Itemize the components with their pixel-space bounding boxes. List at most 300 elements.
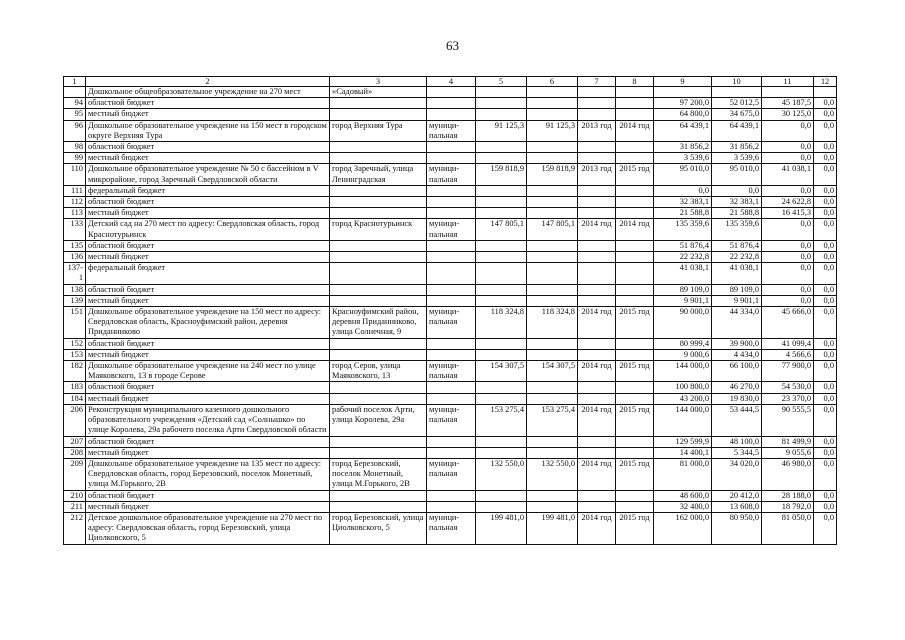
table-cell	[527, 109, 578, 120]
table-cell	[476, 284, 527, 295]
table-cell: 64 439,1	[654, 120, 712, 141]
table-cell: 13 608,0	[712, 501, 762, 512]
table-cell	[527, 252, 578, 263]
table-cell: 138	[64, 284, 86, 295]
table-cell: 95	[64, 109, 86, 120]
table-cell: 45 187,5	[762, 98, 814, 109]
table-cell: 31 856,2	[712, 142, 762, 153]
table-cell	[578, 263, 616, 284]
table-cell: 113	[64, 208, 86, 219]
table-cell	[476, 501, 527, 512]
table-cell: 110	[64, 164, 86, 185]
table-cell	[330, 349, 427, 360]
table-cell: 43 200,0	[654, 393, 712, 404]
table-cell: 0,0	[814, 240, 837, 251]
table-cell	[578, 284, 616, 295]
table-cell: 22 232,8	[712, 252, 762, 263]
table-cell: Дошкольное общеобразовательное учреждение на 270 мест	[86, 87, 330, 98]
table-cell	[527, 436, 578, 447]
table-cell: 51 876,4	[712, 240, 762, 251]
table-cell	[427, 490, 476, 501]
table-cell: 0,0	[762, 284, 814, 295]
table-cell: муници-пальная	[427, 164, 476, 185]
table-cell: 0,0	[814, 404, 837, 436]
table-cell: областной бюджет	[86, 197, 330, 208]
table-cell: 9 901,1	[712, 295, 762, 306]
table-cell	[654, 87, 712, 98]
table-row	[64, 208, 837, 219]
table-cell	[476, 87, 527, 98]
table-cell: 118 324,8	[476, 307, 527, 339]
column-header: 8	[616, 77, 654, 87]
table-cell: муници-пальная	[427, 219, 476, 240]
table-cell: 0,0	[814, 98, 837, 109]
table-cell: 0,0	[762, 153, 814, 164]
table-cell	[476, 208, 527, 219]
table-cell: 9 055,6	[762, 447, 814, 458]
table-cell: 0,0	[762, 295, 814, 306]
table-cell: 2014 год	[578, 404, 616, 436]
table-cell: 81 000,0	[654, 458, 712, 490]
table-cell	[616, 284, 654, 295]
table-cell	[330, 501, 427, 512]
table-cell: 2014 год	[616, 219, 654, 240]
table-cell: 81 050,0	[762, 512, 814, 544]
table-cell	[616, 393, 654, 404]
table-row	[64, 87, 837, 98]
table-cell	[578, 197, 616, 208]
table-cell	[427, 240, 476, 251]
table-cell	[616, 263, 654, 284]
table-cell: местный бюджет	[86, 393, 330, 404]
table-cell: 0,0	[814, 208, 837, 219]
table-cell	[476, 142, 527, 153]
table-cell: 0,0	[814, 512, 837, 544]
table-cell	[527, 382, 578, 393]
table-cell: 199 481,0	[476, 512, 527, 544]
table-cell	[476, 338, 527, 349]
table-cell: 0,0	[814, 361, 837, 382]
table-cell: 32 383,1	[654, 197, 712, 208]
table-cell: 96	[64, 120, 86, 141]
table-cell	[578, 338, 616, 349]
table-cell: 151	[64, 307, 86, 339]
table-cell	[578, 436, 616, 447]
table-cell: 0,0	[814, 284, 837, 295]
table-cell: город Березовский, поселок Монетный, улица М.Горького, 2В	[330, 458, 427, 490]
table-cell	[578, 153, 616, 164]
table-cell: 94	[64, 98, 86, 109]
table-cell	[476, 393, 527, 404]
table-cell: 9 901,1	[654, 295, 712, 306]
table-cell: 95 010,0	[712, 164, 762, 185]
table-cell: Дошкольное образовательное учреждение на 135 мест по адресу: Свердловская область, город Березовский, поселок Монетный, улица М.Горького, 2В	[86, 458, 330, 490]
column-header: 7	[578, 77, 616, 87]
table-cell: 48 600,0	[654, 490, 712, 501]
table-cell	[476, 185, 527, 196]
table-cell	[330, 197, 427, 208]
table-cell: 2015 год	[616, 458, 654, 490]
column-header: 9	[654, 77, 712, 87]
table-cell: 2015 год	[616, 512, 654, 544]
table-cell: 2013 год	[578, 120, 616, 141]
table-cell	[476, 490, 527, 501]
table-cell: Красноуфимский район, деревня Приданниково, улица Солнечная, 9	[330, 307, 427, 339]
table-cell: 0,0	[762, 252, 814, 263]
table-cell: Детский сад на 270 мест по адресу: Свердловская область, город Краснотурьинск	[86, 219, 330, 240]
table-cell	[578, 447, 616, 458]
table-cell: 34 675,0	[712, 109, 762, 120]
table-cell	[616, 87, 654, 98]
table-cell: 0,0	[814, 501, 837, 512]
table-cell: 154 307,5	[527, 361, 578, 382]
table-cell	[427, 208, 476, 219]
table-cell	[527, 197, 578, 208]
table-cell: 132 550,0	[476, 458, 527, 490]
table-cell: 118 324,8	[527, 307, 578, 339]
table-cell	[616, 382, 654, 393]
table-cell: 153	[64, 349, 86, 360]
table-cell: 153 275,4	[476, 404, 527, 436]
table-cell: 89 109,0	[654, 284, 712, 295]
table-cell	[330, 295, 427, 306]
table-cell: местный бюджет	[86, 109, 330, 120]
table-cell: 2013 год	[578, 164, 616, 185]
table-cell: 45 666,0	[762, 307, 814, 339]
table-cell: 208	[64, 447, 86, 458]
table-cell: 18 792,0	[762, 501, 814, 512]
table-cell: 210	[64, 490, 86, 501]
table-cell: 0,0	[814, 109, 837, 120]
table-cell: муници-пальная	[427, 512, 476, 544]
table-cell: областной бюджет	[86, 436, 330, 447]
table-cell	[578, 240, 616, 251]
table-cell	[616, 447, 654, 458]
table-cell	[527, 208, 578, 219]
table-cell: 133	[64, 219, 86, 240]
table-cell: 0,0	[814, 436, 837, 447]
table-cell	[330, 382, 427, 393]
table-row	[64, 219, 837, 240]
table-cell: 0,0	[762, 120, 814, 141]
table-cell: 0,0	[814, 490, 837, 501]
table-cell: 14 400,1	[654, 447, 712, 458]
table-cell: 2014 год	[578, 512, 616, 544]
table-cell: 152	[64, 338, 86, 349]
table-cell	[427, 109, 476, 120]
table-cell	[616, 240, 654, 251]
table-row	[64, 404, 837, 436]
table-cell: 39 900,0	[712, 338, 762, 349]
table-cell: 199 481,0	[527, 512, 578, 544]
table-cell	[330, 263, 427, 284]
table-row	[64, 240, 837, 251]
table-cell: местный бюджет	[86, 153, 330, 164]
table-cell: 30 125,0	[762, 109, 814, 120]
table-cell: город Серов, улица Маяковского, 13	[330, 361, 427, 382]
table-row	[64, 109, 837, 120]
table-cell	[616, 295, 654, 306]
table-row	[64, 338, 837, 349]
table-cell	[527, 185, 578, 196]
table-cell: местный бюджет	[86, 349, 330, 360]
table-cell	[616, 153, 654, 164]
table-cell: 209	[64, 458, 86, 490]
table-cell	[578, 501, 616, 512]
table-cell: 3 539,6	[654, 153, 712, 164]
table-cell: 91 125,3	[476, 120, 527, 141]
table-cell: город Краснотурьинск	[330, 219, 427, 240]
table-cell	[427, 349, 476, 360]
table-cell: местный бюджет	[86, 501, 330, 512]
table-header-row	[64, 77, 837, 87]
table-cell: 53 444,5	[712, 404, 762, 436]
table-cell	[427, 501, 476, 512]
table-cell: 207	[64, 436, 86, 447]
table-cell	[616, 98, 654, 109]
table-cell	[616, 109, 654, 120]
table-cell	[476, 349, 527, 360]
table-cell: 99	[64, 153, 86, 164]
table-cell: 22 232,8	[654, 252, 712, 263]
table-cell	[527, 263, 578, 284]
table-cell	[427, 338, 476, 349]
table-cell: 2014 год	[578, 458, 616, 490]
table-cell: 0,0	[762, 219, 814, 240]
table-cell: 5 344,5	[712, 447, 762, 458]
table-cell: областной бюджет	[86, 490, 330, 501]
table-cell: 135 359,6	[712, 219, 762, 240]
table-cell	[527, 490, 578, 501]
table-row	[64, 307, 837, 339]
table-cell	[527, 98, 578, 109]
table-cell	[578, 142, 616, 153]
column-header: 11	[762, 77, 814, 87]
table-cell	[578, 382, 616, 393]
table-cell: областной бюджет	[86, 142, 330, 153]
table-cell: 46 980,0	[762, 458, 814, 490]
table-cell	[527, 338, 578, 349]
table-cell	[427, 185, 476, 196]
table-cell: город Березовский, улица Циолковского, 5	[330, 512, 427, 544]
table-cell: 4 566,6	[762, 349, 814, 360]
table-cell	[330, 447, 427, 458]
table-cell	[527, 240, 578, 251]
table-cell: муници-пальная	[427, 404, 476, 436]
table-cell: 28 188,0	[762, 490, 814, 501]
table-cell: 2015 год	[616, 361, 654, 382]
table-cell: 34 020,0	[712, 458, 762, 490]
table-cell	[616, 185, 654, 196]
table-cell: Детское дошкольное образовательное учреждение на 270 мест по адресу: Свердловская область, город Березовский, улица Циолковского, 5	[86, 512, 330, 544]
table-cell: 0,0	[814, 153, 837, 164]
table-cell	[578, 490, 616, 501]
table-cell: Дошкольное образовательное учреждение на 240 мест по улице Маяковского, 13 в городе Серове	[86, 361, 330, 382]
table-row	[64, 382, 837, 393]
table-cell: муници-пальная	[427, 458, 476, 490]
table-cell	[527, 393, 578, 404]
table-cell: 2014 год	[578, 219, 616, 240]
table-cell: 4 434,0	[712, 349, 762, 360]
table-cell: 0,0	[814, 307, 837, 339]
table-cell: местный бюджет	[86, 447, 330, 458]
table-cell: 2014 год	[616, 120, 654, 141]
table-cell	[527, 447, 578, 458]
table-cell: местный бюджет	[86, 295, 330, 306]
table-cell	[330, 185, 427, 196]
budget-table	[63, 76, 837, 545]
table-cell: 91 125,3	[527, 120, 578, 141]
table-cell: 52 012,5	[712, 98, 762, 109]
table-cell: 2014 год	[578, 307, 616, 339]
table-cell	[616, 338, 654, 349]
table-cell	[330, 109, 427, 120]
table-row	[64, 501, 837, 512]
table-cell	[476, 197, 527, 208]
table-cell: 0,0	[654, 185, 712, 196]
table-row	[64, 512, 837, 544]
table-cell: 95 010,0	[654, 164, 712, 185]
column-header: 4	[427, 77, 476, 87]
column-header: 3	[330, 77, 427, 87]
table-row	[64, 284, 837, 295]
table-row	[64, 393, 837, 404]
table-cell: 154 307,5	[476, 361, 527, 382]
table-cell	[578, 295, 616, 306]
table-cell: 135	[64, 240, 86, 251]
table-cell: местный бюджет	[86, 252, 330, 263]
table-cell: 162 000,0	[654, 512, 712, 544]
table-cell: 90 555,5	[762, 404, 814, 436]
table-cell	[476, 447, 527, 458]
table-row	[64, 185, 837, 196]
table-row	[64, 252, 837, 263]
table-cell: 206	[64, 404, 86, 436]
table-cell: областной бюджет	[86, 98, 330, 109]
table-cell: 21 588,8	[654, 208, 712, 219]
table-cell: 2015 год	[616, 404, 654, 436]
table-cell: 3 539,6	[712, 153, 762, 164]
table-cell: 137-1	[64, 263, 86, 284]
table-cell: 0,0	[814, 263, 837, 284]
table-cell: 0,0	[762, 263, 814, 284]
table-cell: 0,0	[814, 393, 837, 404]
table-cell: 41 038,1	[762, 164, 814, 185]
table-cell: 21 588,8	[712, 208, 762, 219]
table-cell	[527, 153, 578, 164]
table-cell	[578, 252, 616, 263]
table-cell	[427, 447, 476, 458]
table-cell: рабочий поселок Арти, улица Королева, 29а	[330, 404, 427, 436]
table-cell: 183	[64, 382, 86, 393]
table-cell: 0,0	[814, 447, 837, 458]
table-cell: 64 439,1	[712, 120, 762, 141]
table-cell: 132 550,0	[527, 458, 578, 490]
table-cell	[616, 252, 654, 263]
table-cell	[476, 382, 527, 393]
table-row	[64, 447, 837, 458]
table-row	[64, 349, 837, 360]
table-cell: 0,0	[762, 185, 814, 196]
table-cell	[476, 252, 527, 263]
table-cell: 24 622,8	[762, 197, 814, 208]
table-cell	[427, 142, 476, 153]
table-cell	[476, 98, 527, 109]
table-cell: 98	[64, 142, 86, 153]
table-row	[64, 263, 837, 284]
table-cell: муници-пальная	[427, 120, 476, 141]
table-cell	[427, 393, 476, 404]
table-cell: муници-пальная	[427, 361, 476, 382]
table-cell: 144 000,0	[654, 404, 712, 436]
table-cell: 136	[64, 252, 86, 263]
table-cell: 0,0	[814, 338, 837, 349]
table-cell	[578, 87, 616, 98]
table-cell	[330, 338, 427, 349]
table-cell	[427, 87, 476, 98]
table-cell: 81 499,9	[762, 436, 814, 447]
table-cell	[616, 349, 654, 360]
table-cell: 48 100,0	[712, 436, 762, 447]
table-cell	[476, 109, 527, 120]
table-cell	[427, 284, 476, 295]
table-row	[64, 295, 837, 306]
table-cell: 77 900,0	[762, 361, 814, 382]
table-cell: 64 800,0	[654, 109, 712, 120]
table-cell	[330, 284, 427, 295]
table-row	[64, 120, 837, 141]
column-header: 1	[64, 77, 86, 87]
table-cell	[527, 142, 578, 153]
table-cell: 44 334,0	[712, 307, 762, 339]
table-cell: муници-пальная	[427, 307, 476, 339]
table-cell: Дошкольное образовательное учреждение на 150 мест по адресу: Свердловская область, Красноуфимский район, деревня Приданниково	[86, 307, 330, 339]
table-cell: 97 200,0	[654, 98, 712, 109]
table-cell: 19 830,0	[712, 393, 762, 404]
table-cell: 46 270,0	[712, 382, 762, 393]
table-cell: 23 370,0	[762, 393, 814, 404]
table-cell	[427, 153, 476, 164]
table-cell	[578, 393, 616, 404]
table-cell: областной бюджет	[86, 338, 330, 349]
table-cell: 41 099,4	[762, 338, 814, 349]
table-cell: 54 530,0	[762, 382, 814, 393]
table-cell	[616, 436, 654, 447]
table-cell	[578, 98, 616, 109]
table-cell: 211	[64, 501, 86, 512]
table-cell: 2015 год	[616, 307, 654, 339]
table-cell: 0,0	[814, 142, 837, 153]
column-header: 2	[86, 77, 330, 87]
table-cell: 182	[64, 361, 86, 382]
table-cell: 31 856,2	[654, 142, 712, 153]
table-cell	[527, 501, 578, 512]
table-cell: областной бюджет	[86, 382, 330, 393]
table-cell: 20 412,0	[712, 490, 762, 501]
table-cell: 0,0	[712, 185, 762, 196]
table-cell: 139	[64, 295, 86, 306]
table-cell: областной бюджет	[86, 240, 330, 251]
table-cell	[427, 295, 476, 306]
page-number: 63	[446, 38, 459, 53]
table-cell	[578, 349, 616, 360]
table-cell: город Заречный, улица Ленинградская	[330, 164, 427, 185]
table-cell: 129 599,9	[654, 436, 712, 447]
table-row	[64, 490, 837, 501]
column-header: 12	[814, 77, 837, 87]
table-cell	[578, 185, 616, 196]
table-cell: 89 109,0	[712, 284, 762, 295]
